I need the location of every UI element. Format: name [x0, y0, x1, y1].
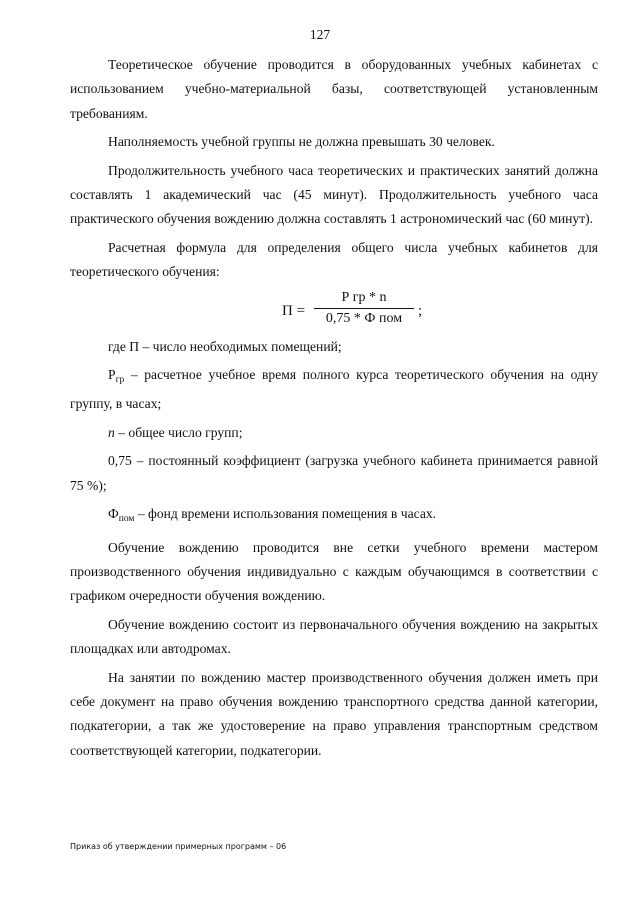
definition-rgr-symbol: Р: [108, 367, 116, 383]
formula-numerator: Р гр * n: [341, 289, 387, 305]
definition-rgr-text: – расчетное учебное время полного курса теоретического обучения на одну группу, в часах;: [70, 367, 598, 412]
formula-fraction-bar: [314, 308, 414, 309]
page-footer: Приказ об утверждении примерных программ – 06: [70, 842, 287, 851]
definition-rgr-subscript: гр: [115, 375, 125, 386]
paragraph-driving-initial: Обучение вождению состоит из первоначального обучения вождению на закрытых площадках или автодромах.: [70, 616, 598, 657]
classroom-formula: [70, 289, 598, 331]
definition-p: где П – число необходимых помещений;: [108, 338, 342, 354]
formula-lhs: П =: [282, 302, 306, 319]
paragraph-group-size: Наполняемость учебной группы не должна превышать 30 человек.: [108, 134, 495, 150]
definition-n-text: – общее число групп;: [114, 424, 243, 440]
paragraph-theory-classrooms: Теоретическое обучение проводится в оборудованных учебных кабинетах с использованием учебно-материальной базы, соответствующей установленным требованиям.: [70, 57, 598, 121]
formula-denominator: 0,75 * Ф пом: [325, 310, 403, 326]
paragraph-driving-training: Обучение вождению проводится вне сетки учебного времени мастером производственного обучения индивидуально с каждым обучающимся в соответствии с графиком очередности обучения вождению.: [70, 539, 598, 604]
definition-n-symbol: n: [108, 424, 115, 440]
definition-fpom-symbol: Ф: [108, 506, 119, 522]
definition-coefficient: 0,75 – постоянный коэффициент (загрузка учебного кабинета принимается равной 75 %);: [70, 453, 598, 493]
formula-fraction: [314, 289, 414, 328]
formula-terminator: ;: [418, 302, 423, 319]
document-body: [70, 53, 598, 767]
definition-fpom-subscript: пом: [118, 514, 135, 525]
paragraph-instructor-documents: На занятии по вождению мастер производственного обучения должен иметь при себе документ на право обучения вождению транспортного средства данной категории, подкатегории, а так же удостоверение на право управления транспортным средством соответствующей категории, подкатегории.: [70, 669, 598, 758]
definition-fpom-text: – фонд времени использования помещения в часах.: [134, 506, 437, 522]
paragraph-formula-intro: Расчетная формула для определения общего числа учебных кабинетов для теоретического обучения:: [70, 239, 598, 280]
definition-rgr: [70, 363, 598, 417]
definition-n: [70, 421, 598, 445]
page-number: 127: [309, 27, 331, 42]
paragraph-lesson-duration: Продолжительность учебного часа теоретических и практических занятий должна составлять 1 академический час (45 минут). Продолжительность учебного часа практического обучения вождению должна составлять 1 астрономический час (60 минут).: [70, 162, 598, 227]
definition-fpom: [70, 502, 598, 531]
